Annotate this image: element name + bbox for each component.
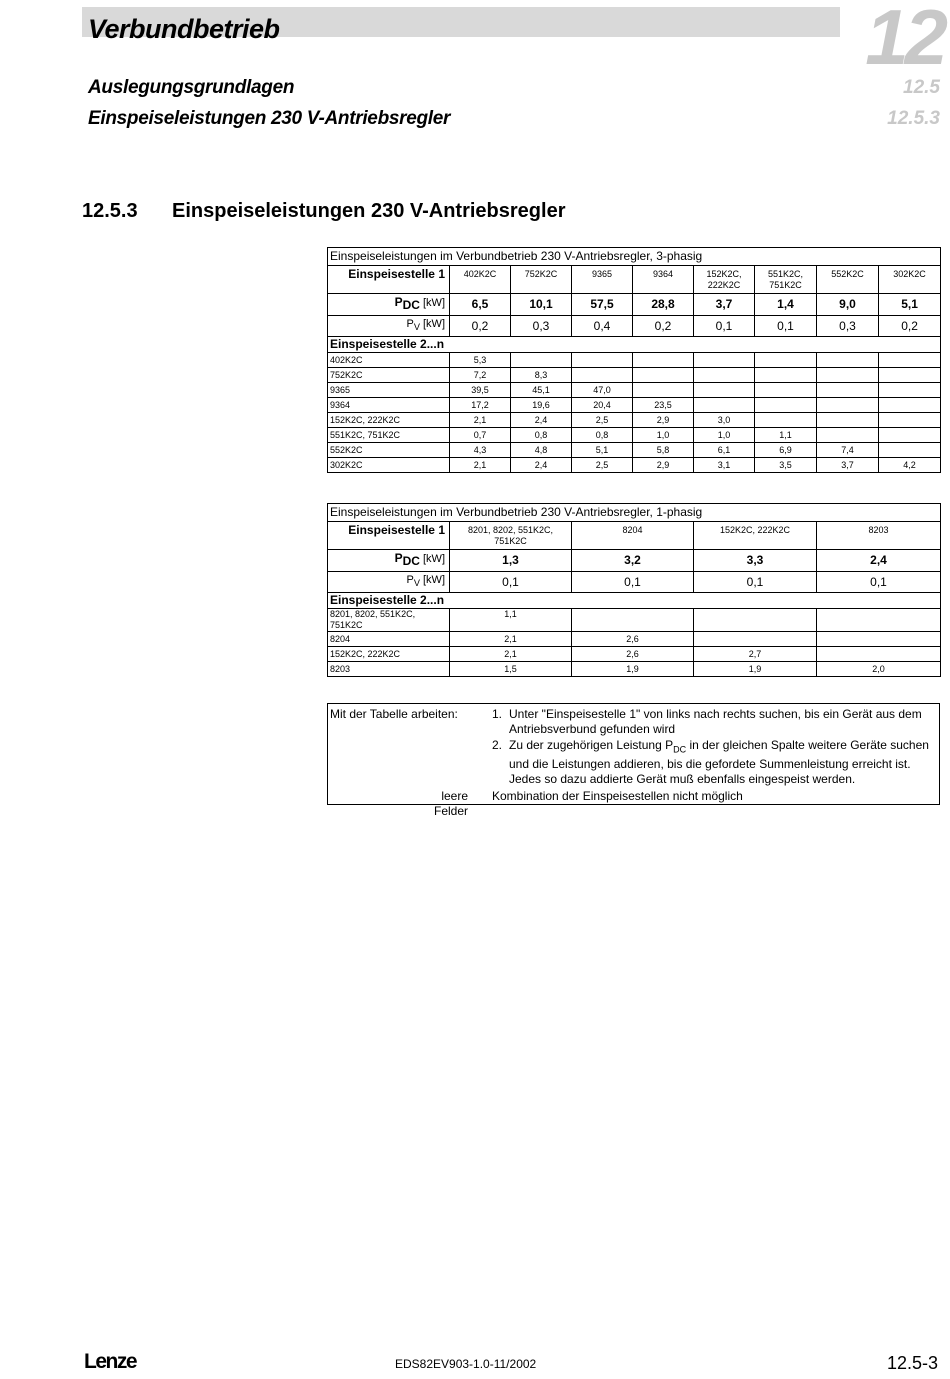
cell: 39,5	[450, 383, 511, 398]
table-row	[328, 398, 941, 413]
cell	[694, 368, 755, 383]
pv-value: 0,2	[633, 316, 694, 337]
pv-value: 0,2	[450, 316, 511, 337]
note-item: 1. Unter "Einspeisestelle 1" von links nach rechts suchen, bis ein Gerät aus dem Antriebsverbund gefunden wird	[492, 707, 922, 736]
pv-value: 0,1	[694, 316, 755, 337]
pv-value: 0,1	[755, 316, 817, 337]
pdc-label: $P_{DC}$ [kW]	[328, 550, 450, 572]
pv-label: $P_V$ [kW]	[328, 572, 450, 593]
table-row	[328, 353, 941, 368]
cell: 23,5	[633, 398, 694, 413]
cell	[817, 428, 879, 443]
row-name: 402K2C	[328, 353, 450, 368]
cell	[817, 353, 879, 368]
cell	[572, 353, 633, 368]
cell	[633, 383, 694, 398]
row-name: 9364	[328, 398, 450, 413]
cell	[694, 609, 817, 632]
cell	[879, 413, 941, 428]
chapter-title: Verbundbetrieb	[88, 14, 280, 44]
cell	[755, 398, 817, 413]
cell: 5,8	[633, 443, 694, 458]
pv-value: 0,4	[572, 316, 633, 337]
page-number: 12.5-3	[886, 1353, 938, 1373]
cell: 17,2	[450, 398, 511, 413]
cell: 4,3	[450, 443, 511, 458]
cell: 2,1	[450, 413, 511, 428]
pv-value: 0,1	[572, 572, 694, 593]
cell: 6,9	[755, 443, 817, 458]
cell: 5,3	[450, 353, 511, 368]
row-name: 8203	[328, 662, 450, 677]
pv-label: $P_V$ [kW]	[328, 316, 450, 337]
section-title: Einspeiseleistungen 230 V-Antriebsregler	[172, 200, 566, 222]
cell	[694, 632, 817, 647]
device-header: 402K2C	[450, 266, 511, 294]
device-header: 9364	[633, 266, 694, 294]
cell	[879, 443, 941, 458]
feed2-label: Einspeisestelle 2...n	[328, 337, 941, 353]
device-header: 8203	[817, 522, 941, 550]
cell: 1,9	[694, 662, 817, 677]
table-caption: Einspeiseleistungen im Verbundbetrieb 230 V-Antriebsregler, 3-phasig	[328, 248, 941, 266]
cell: 2,9	[633, 458, 694, 473]
notes-label: Mit der Tabelle arbeiten:	[330, 707, 458, 721]
cell	[755, 383, 817, 398]
pdc-value: 10,1	[511, 294, 572, 316]
cell: 1,0	[633, 428, 694, 443]
document-id: EDS82EV903-1.0-11/2002	[395, 1357, 537, 1371]
device-header: 551K2C, 751K2C	[755, 266, 817, 294]
pv-value: 0,1	[450, 572, 572, 593]
cell	[633, 353, 694, 368]
cell: 1,5	[450, 662, 572, 677]
cell: 7,2	[450, 368, 511, 383]
pdc-value: 3,7	[694, 294, 755, 316]
row-name: 152K2C, 222K2C	[328, 413, 450, 428]
lenze-logo: Lenze	[84, 1350, 137, 1373]
cell: 5,1	[572, 443, 633, 458]
cell	[879, 353, 941, 368]
table-row	[328, 458, 941, 473]
feed1-label: Einspeisestelle 1	[328, 522, 450, 550]
cell: 3,0	[694, 413, 755, 428]
cell: 0,8	[511, 428, 572, 443]
chapter-number: 12	[865, 0, 944, 81]
cell	[694, 398, 755, 413]
row-name: 302K2C	[328, 458, 450, 473]
cell	[694, 353, 755, 368]
subtitle-2: Einspeiseleistungen 230 V-Antriebsregler	[88, 108, 451, 129]
device-header: 752K2C	[511, 266, 572, 294]
device-header: 8204	[572, 522, 694, 550]
table-row	[328, 383, 941, 398]
cell: 3,7	[817, 458, 879, 473]
pdc-row	[328, 550, 941, 572]
table-row	[328, 368, 941, 383]
cell	[572, 609, 694, 632]
cell: 4,8	[511, 443, 572, 458]
pdc-value: 5,1	[879, 294, 941, 316]
cell	[817, 383, 879, 398]
subtitle-2-number: 12.5.3	[887, 108, 940, 129]
section-number: 12.5.3	[82, 200, 138, 222]
cell: 1,1	[755, 428, 817, 443]
cell	[817, 609, 941, 632]
device-header: 8201, 8202, 551K2C, 751K2C	[450, 522, 572, 550]
table-caption: Einspeiseleistungen im Verbundbetrieb 230 V-Antriebsregler, 1-phasig	[328, 504, 941, 522]
table-row	[328, 662, 941, 677]
cell	[694, 383, 755, 398]
cell	[817, 647, 941, 662]
cell	[633, 368, 694, 383]
cell: 6,1	[694, 443, 755, 458]
cell: 2,5	[572, 413, 633, 428]
cell: 3,1	[694, 458, 755, 473]
pdc-row	[328, 294, 941, 316]
feed1-row	[328, 266, 941, 294]
cell: 2,5	[572, 458, 633, 473]
cell: 2,0	[817, 662, 941, 677]
table-row	[328, 632, 941, 647]
pdc-value: 2,4	[817, 550, 941, 572]
device-header: 302K2C	[879, 266, 941, 294]
cell: 2,6	[572, 647, 694, 662]
cell	[755, 413, 817, 428]
cell	[879, 428, 941, 443]
pv-value: 0,3	[511, 316, 572, 337]
pv-value: 0,2	[879, 316, 941, 337]
row-name: 9365	[328, 383, 450, 398]
cell: 1,1	[450, 609, 572, 632]
table-1phase	[327, 503, 941, 677]
subtitle-1-number: 12.5	[903, 77, 940, 98]
notes-list	[492, 707, 932, 788]
cell: 2,9	[633, 413, 694, 428]
table-row	[328, 609, 941, 632]
cell: 0,7	[450, 428, 511, 443]
cell: 8,3	[511, 368, 572, 383]
pv-row	[328, 572, 941, 593]
table-row	[328, 428, 941, 443]
cell: 7,4	[817, 443, 879, 458]
pv-value: 0,1	[694, 572, 817, 593]
pdc-value: 57,5	[572, 294, 633, 316]
pdc-label: $P_{DC}$ [kW]	[328, 294, 450, 316]
row-name: 752K2C	[328, 368, 450, 383]
pv-value: 0,3	[817, 316, 879, 337]
pdc-value: 3,3	[694, 550, 817, 572]
cell: 2,6	[572, 632, 694, 647]
pdc-value: 28,8	[633, 294, 694, 316]
table-row	[328, 647, 941, 662]
subtitle-1: Auslegungsgrundlagen	[88, 77, 295, 98]
cell	[817, 413, 879, 428]
pdc-value: 9,0	[817, 294, 879, 316]
cell: 0,8	[572, 428, 633, 443]
device-header: 552K2C	[817, 266, 879, 294]
row-name: 552K2C	[328, 443, 450, 458]
table-3phase	[327, 247, 941, 473]
cell: 45,1	[511, 383, 572, 398]
cell: 19,6	[511, 398, 572, 413]
cell: 2,4	[511, 458, 572, 473]
device-header: 9365	[572, 266, 633, 294]
cell: 2,1	[450, 632, 572, 647]
row-name: 152K2C, 222K2C	[328, 647, 450, 662]
note-item: 2. Zu der zugehörigen Leistung $P_{DC}$ in der gleichen Spalte weitere Geräte suchen und die Leistungen addieren, bis die gefordete Summenleistung erreicht ist. Jedes so dazu addierte Gerät muß ebenfalls eingespeist werden.	[492, 738, 929, 787]
cell	[879, 368, 941, 383]
row-name: 8201, 8202, 551K2C, 751K2C	[328, 609, 450, 632]
empty-fields-text: Kombination der Einspeisestellen nicht möglich	[492, 789, 743, 803]
cell: 2,1	[450, 458, 511, 473]
cell	[511, 353, 572, 368]
cell: 2,4	[511, 413, 572, 428]
device-header: 152K2C, 222K2C	[694, 266, 755, 294]
cell	[879, 383, 941, 398]
row-name: 551K2C, 751K2C	[328, 428, 450, 443]
pdc-value: 1,3	[450, 550, 572, 572]
cell: 1,9	[572, 662, 694, 677]
cell: 2,1	[450, 647, 572, 662]
feed1-row	[328, 522, 941, 550]
section-heading	[82, 200, 565, 223]
cell: 4,2	[879, 458, 941, 473]
cell	[755, 353, 817, 368]
feed2-label: Einspeisestelle 2...n	[328, 593, 941, 609]
cell	[817, 398, 879, 413]
cell	[817, 632, 941, 647]
usage-notes	[327, 703, 940, 818]
cell: 47,0	[572, 383, 633, 398]
cell	[755, 368, 817, 383]
row-name: 8204	[328, 632, 450, 647]
pv-value: 0,1	[817, 572, 941, 593]
pdc-value: 1,4	[755, 294, 817, 316]
device-header: 152K2C, 222K2C	[694, 522, 817, 550]
pdc-value: 3,2	[572, 550, 694, 572]
feed1-label: Einspeisestelle 1	[328, 266, 450, 294]
cell: 2,7	[694, 647, 817, 662]
table-row	[328, 413, 941, 428]
pv-row	[328, 316, 941, 337]
pdc-value: 6,5	[450, 294, 511, 316]
empty-fields-label: leere Felder	[433, 789, 468, 818]
cell: 20,4	[572, 398, 633, 413]
cell	[572, 368, 633, 383]
cell	[817, 368, 879, 383]
cell: 3,5	[755, 458, 817, 473]
cell: 1,0	[694, 428, 755, 443]
table-row	[328, 443, 941, 458]
cell	[879, 398, 941, 413]
